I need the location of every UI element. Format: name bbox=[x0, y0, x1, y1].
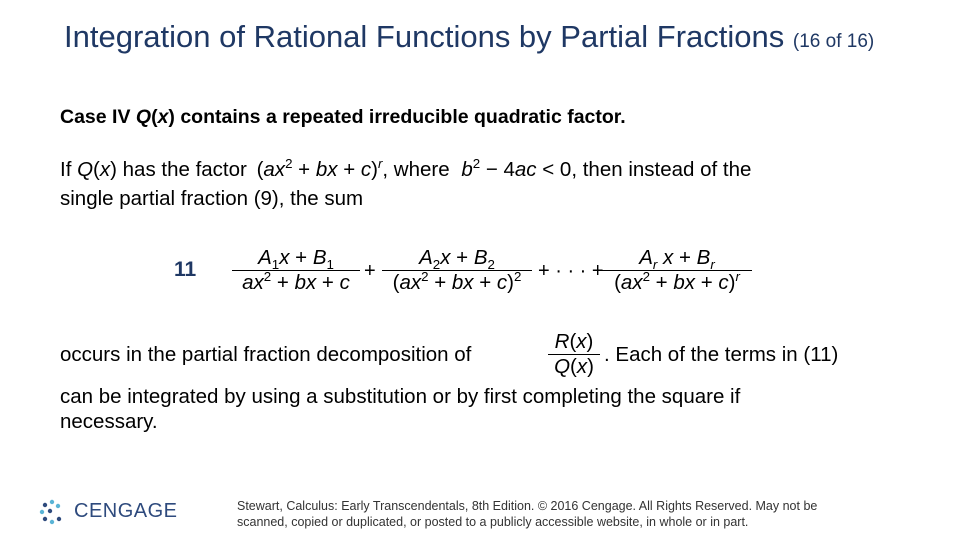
paragraph-1-line-1: If Q(x) has the factor ($ax^2$ + bx + c)$^r$, where $b^2 - 4ac < 0$, then instead of the bbox=[60, 156, 752, 181]
case-rest: contains a repeated irreducible quadratic factor. bbox=[174, 106, 626, 128]
paragraph-1-line-2: single partial fraction (9), the sum bbox=[60, 187, 364, 210]
paragraph-3-line-2: necessary. bbox=[60, 410, 158, 433]
fraction-term-1: $A_1x + B_1$ $ax^2$ + bx + c bbox=[232, 246, 360, 295]
footer-line-2: scanned, copied or duplicated, or posted to a publicly accessible website, in whole or in part. bbox=[237, 515, 749, 529]
para1-where: , where bbox=[382, 158, 450, 181]
discriminant-expression: $b^2 - 4ac < 0$ bbox=[461, 156, 572, 181]
ellipsis-operator: + · · · + bbox=[538, 260, 604, 282]
cengage-logo-icon bbox=[38, 497, 66, 525]
factor-expression: ($ax^2$ + bx + c)$^r$ bbox=[256, 156, 383, 181]
case-heading: Case IV Q(x) contains a repeated irreducible quadratic factor. bbox=[60, 106, 626, 128]
slide-title bbox=[64, 20, 924, 58]
cengage-logo bbox=[38, 497, 178, 525]
copyright-footer bbox=[237, 498, 907, 530]
plus-operator-1: + bbox=[364, 260, 376, 282]
paragraph-2-suffix: . Each of the terms in (11) bbox=[604, 343, 839, 366]
fraction-term-2: $A_2x + B_2$ ($ax^2$ + bx + c)$^2$ bbox=[382, 246, 532, 295]
para1-prefix: If bbox=[60, 158, 78, 181]
equation-number: 11 bbox=[174, 258, 197, 281]
rational-function-fraction: R(x) Q(x) bbox=[548, 330, 600, 379]
footer-line-1: Stewart, Calculus: Early Transcendentals, 8th Edition. © 2016 Cengage. All Rights Reserved. May not be bbox=[237, 499, 818, 513]
slide-title-text: Integration of Rational Functions by Partial Fractions bbox=[64, 19, 785, 54]
paragraph-3-line-1: can be integrated by using a substitution or by first completing the square if bbox=[60, 385, 741, 408]
para1-mid: has the factor bbox=[116, 158, 247, 181]
case-prefix: Case IV bbox=[60, 106, 136, 128]
cengage-logo-text: CENGAGE bbox=[74, 499, 178, 522]
slide-title-suffix: (16 of 16) bbox=[792, 31, 875, 52]
paragraph-2: occurs in the partial fraction decomposition of bbox=[60, 343, 472, 366]
para1-suffix: , then instead of the bbox=[571, 158, 752, 181]
fraction-term-r: $A_r$ $x + B_r$ ($ax^2$ + bx + c)$^r$ bbox=[602, 246, 752, 295]
